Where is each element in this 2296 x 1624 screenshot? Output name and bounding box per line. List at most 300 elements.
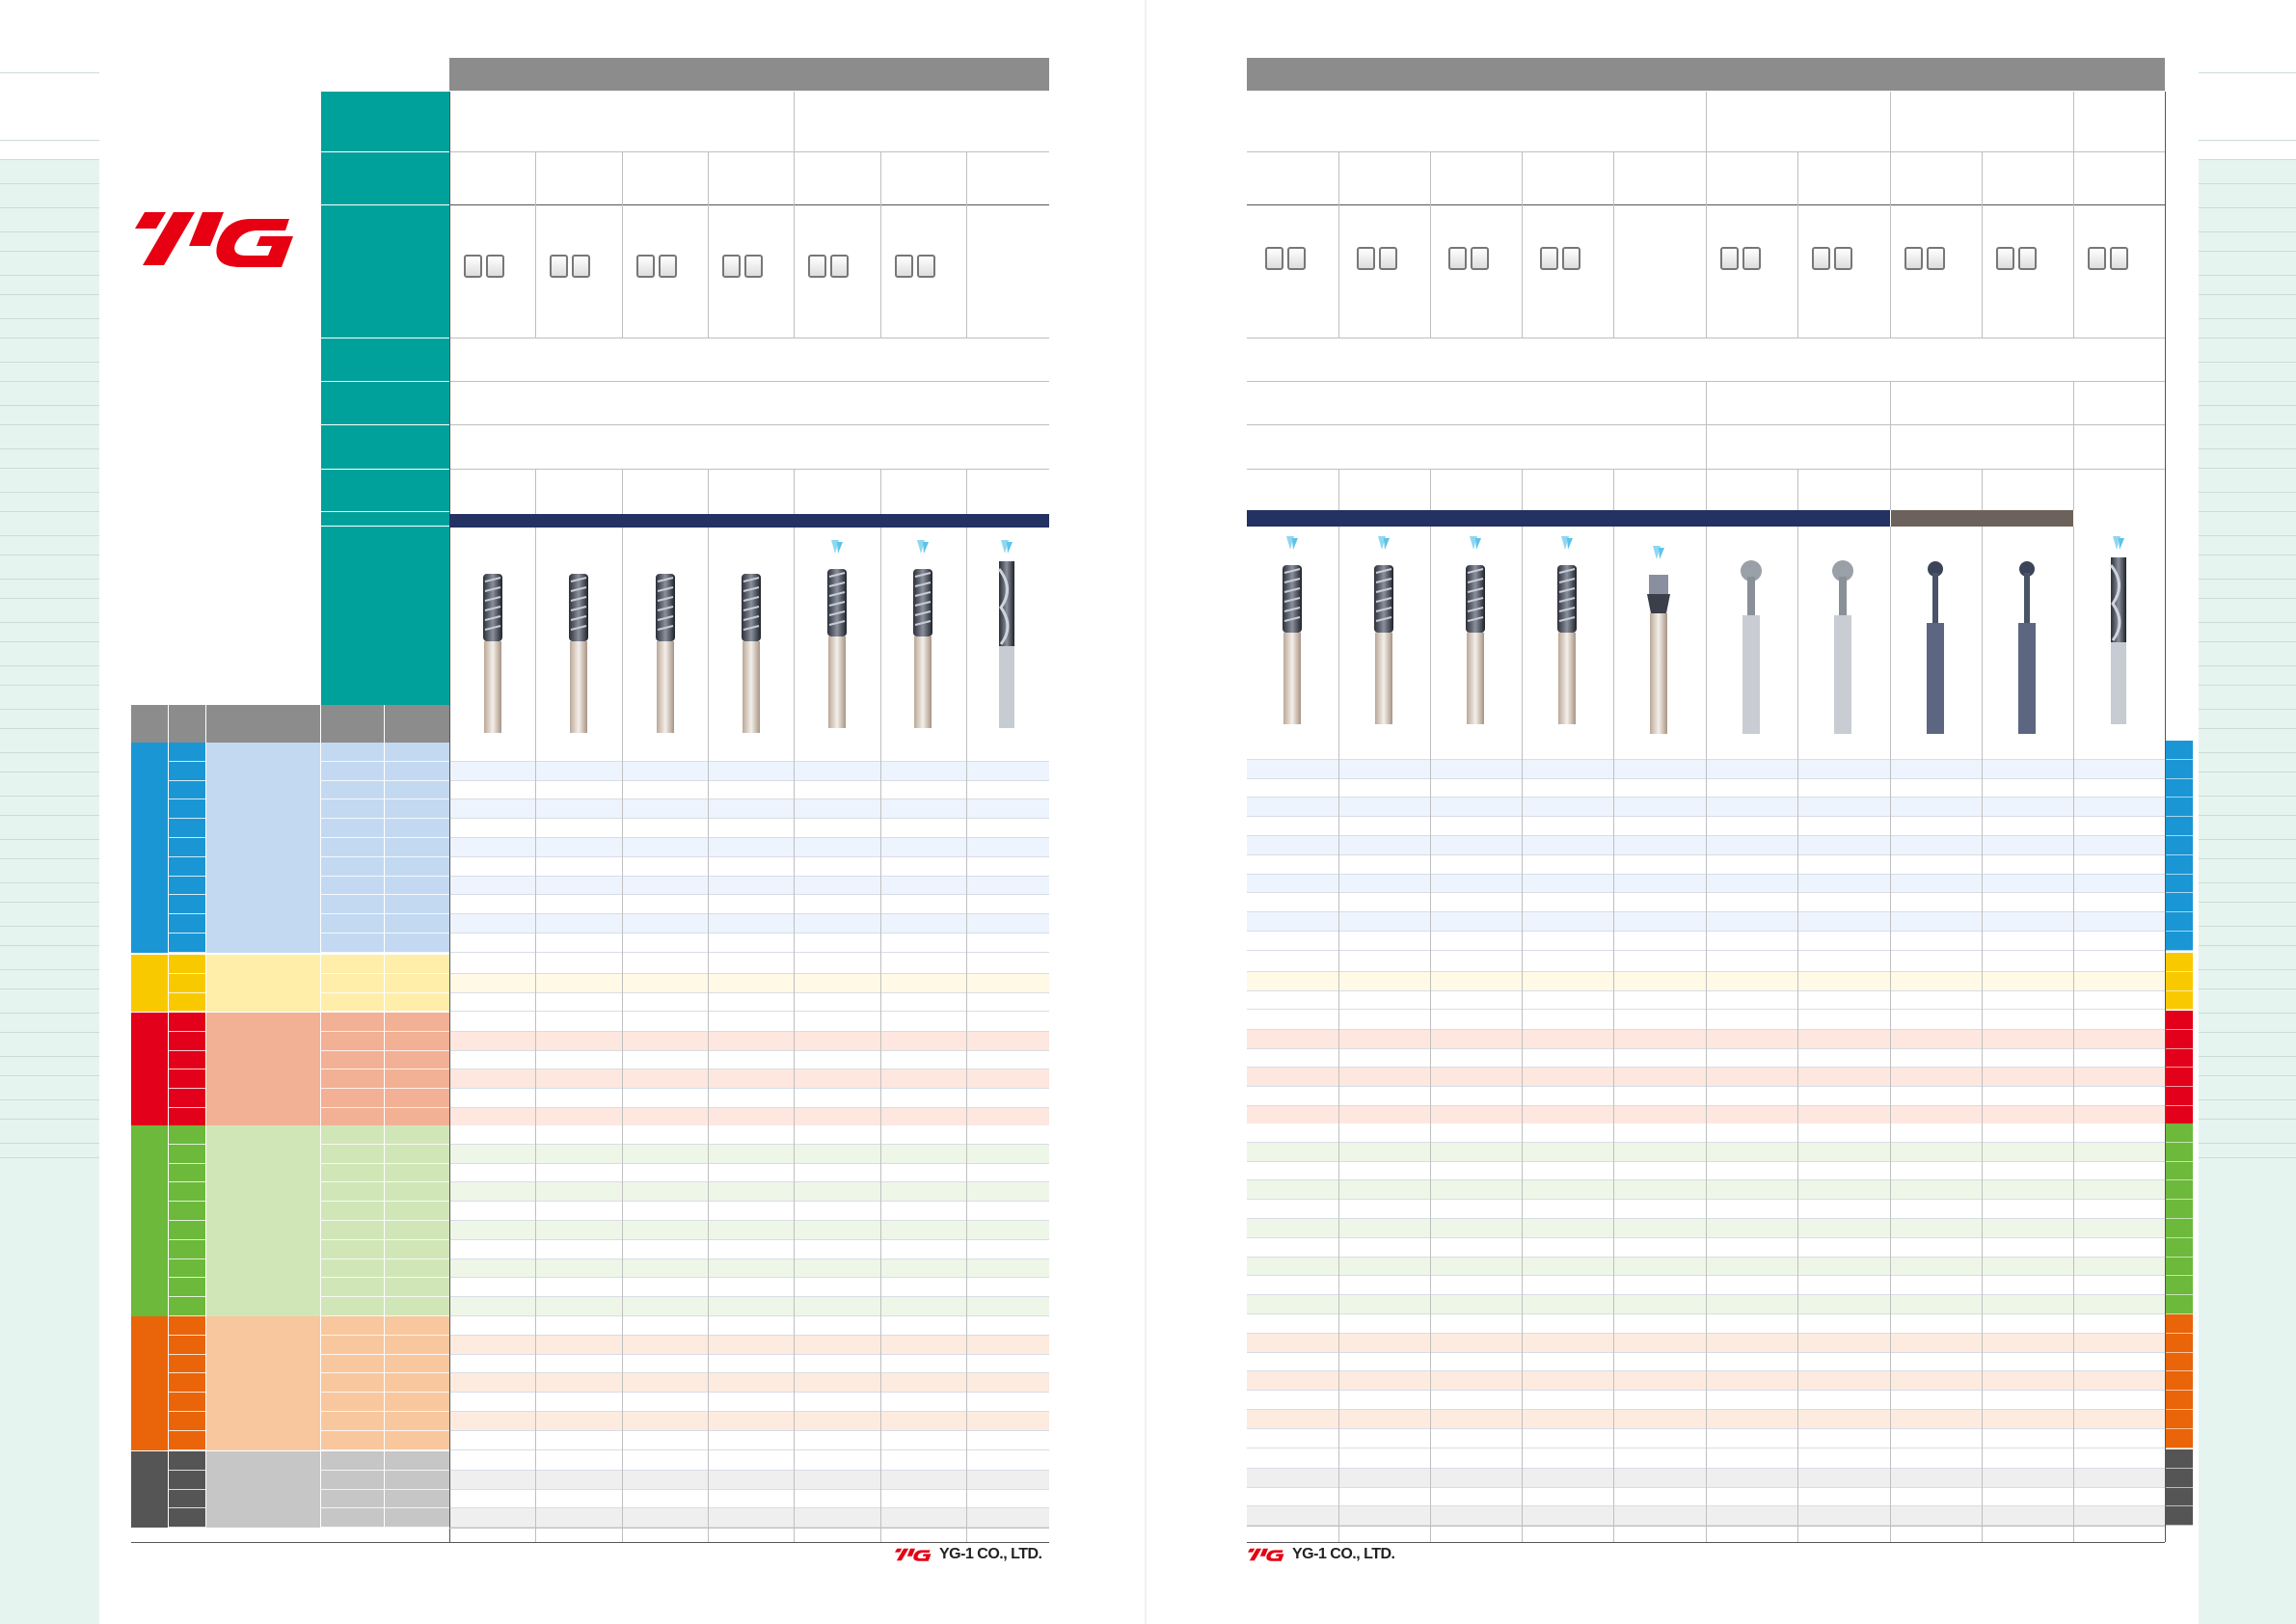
margin-rule bbox=[0, 207, 99, 208]
table-row bbox=[450, 1373, 1049, 1393]
thread-profile-icon bbox=[1996, 247, 2014, 270]
row-divider bbox=[321, 1411, 449, 1412]
margin-rule bbox=[2199, 796, 2296, 797]
left-header-col-line bbox=[708, 151, 709, 338]
left-header-row-line bbox=[449, 469, 1049, 470]
iso-p-no-cell bbox=[169, 743, 205, 953]
row-divider bbox=[169, 1201, 205, 1202]
margin-rule bbox=[0, 362, 99, 363]
margin-rule bbox=[0, 183, 99, 184]
label-row-divider bbox=[321, 469, 449, 470]
row-divider bbox=[2166, 1048, 2193, 1049]
margin-rule bbox=[0, 381, 99, 382]
label-row-divider bbox=[321, 204, 449, 205]
margin-rule bbox=[2199, 183, 2296, 184]
thread-type-icons bbox=[2088, 247, 2128, 270]
row-divider bbox=[321, 1392, 449, 1393]
row-divider bbox=[321, 1201, 449, 1202]
thread-mill-image bbox=[732, 545, 770, 738]
margin-rule bbox=[0, 1143, 99, 1144]
thread-mill-coolant-image bbox=[1548, 536, 1586, 729]
right-header-col-line bbox=[1430, 151, 1431, 338]
row-divider bbox=[2166, 1218, 2193, 1219]
right-header-col-line bbox=[1338, 151, 1339, 338]
margin-rule bbox=[2199, 945, 2296, 946]
margin-rule bbox=[0, 275, 99, 276]
row-divider bbox=[2166, 1029, 2193, 1030]
right-header-col-line bbox=[2073, 381, 2074, 469]
table-row bbox=[450, 1182, 1049, 1202]
row-divider bbox=[2166, 990, 2193, 991]
margin-rule bbox=[2199, 72, 2296, 73]
drill-thread-mill-image bbox=[987, 540, 1026, 733]
row-divider bbox=[169, 1277, 205, 1278]
band-divider bbox=[206, 953, 449, 954]
row-divider bbox=[169, 1372, 205, 1373]
margin-rule bbox=[0, 945, 99, 946]
row-divider bbox=[321, 1239, 449, 1240]
table-row bbox=[450, 1412, 1049, 1431]
thread-profile-icon bbox=[550, 255, 568, 278]
row-divider bbox=[2166, 971, 2193, 972]
margin-rule bbox=[0, 405, 99, 406]
margin-rule bbox=[2199, 448, 2296, 449]
single-form-image bbox=[1732, 546, 1770, 739]
table-row bbox=[450, 1278, 1049, 1297]
thread-type-icons bbox=[895, 255, 935, 278]
margin-rule bbox=[0, 1056, 99, 1057]
row-divider bbox=[169, 1527, 205, 1528]
right-body-col-line bbox=[2073, 741, 2074, 1527]
table-row bbox=[450, 1032, 1049, 1051]
thread-profile-icon bbox=[1265, 247, 1283, 270]
row-divider bbox=[2166, 874, 2193, 875]
left-coating-bar bbox=[449, 514, 1049, 528]
left-header-col-line bbox=[880, 469, 881, 514]
row-divider bbox=[321, 992, 449, 993]
margin-rule bbox=[2199, 511, 2296, 512]
thread-type-icons bbox=[636, 255, 677, 278]
table-row bbox=[450, 1108, 1049, 1127]
margin-rule bbox=[2199, 1157, 2296, 1158]
iso-h-hardness-cell bbox=[321, 1451, 384, 1528]
margin-rule bbox=[2199, 318, 2296, 319]
iso-h-material-cell bbox=[206, 1451, 320, 1528]
table-row bbox=[450, 877, 1049, 896]
row-divider bbox=[169, 992, 205, 993]
left-header-col-line bbox=[535, 469, 536, 514]
thread-type-icons bbox=[1265, 247, 1306, 270]
margin-rule bbox=[2199, 492, 2296, 493]
row-divider bbox=[321, 876, 449, 877]
left-header-col-line bbox=[880, 151, 881, 338]
left-body-col-line bbox=[794, 743, 795, 1529]
table-row bbox=[450, 762, 1049, 781]
yg-logo-icon bbox=[135, 207, 304, 270]
label-row-divider bbox=[321, 151, 449, 152]
thread-profile-icon bbox=[1720, 247, 1739, 270]
thread-profile-icon bbox=[1904, 247, 1923, 270]
margin-rule bbox=[0, 882, 99, 883]
table-row bbox=[450, 934, 1049, 953]
table-row bbox=[450, 1316, 1049, 1336]
thread-type-icons bbox=[1540, 247, 1580, 270]
left-body-col-line bbox=[966, 743, 967, 1529]
row-divider bbox=[321, 1220, 449, 1221]
iso-n-material-cell bbox=[206, 1125, 320, 1316]
right-footer-text: YG-1 CO., LTD. bbox=[1292, 1546, 1395, 1562]
thread-profile-icon bbox=[1540, 247, 1558, 270]
row-divider bbox=[321, 1430, 449, 1431]
table-row bbox=[450, 1431, 1049, 1450]
table-row bbox=[450, 1393, 1049, 1412]
left-body-col-line bbox=[622, 743, 623, 1529]
thread-mill-coolant-image bbox=[1456, 536, 1495, 729]
table-row bbox=[450, 1240, 1049, 1259]
margin-rule bbox=[2199, 294, 2296, 295]
thread-mill-coolant-image bbox=[818, 540, 856, 733]
left-footer-line bbox=[131, 1542, 1049, 1543]
left-header-row-line bbox=[449, 151, 1049, 152]
table-row bbox=[450, 1202, 1049, 1221]
row-divider bbox=[2166, 1409, 2193, 1410]
row-divider bbox=[169, 973, 205, 974]
margin-rule bbox=[0, 1157, 99, 1158]
iso-h-no-cell bbox=[169, 1451, 205, 1528]
row-divider bbox=[2166, 1352, 2193, 1353]
margin-rule bbox=[0, 815, 99, 816]
thread-profile-icon bbox=[2088, 247, 2106, 270]
row-divider bbox=[321, 1277, 449, 1278]
right-body-col-line bbox=[1706, 741, 1707, 1527]
row-divider bbox=[321, 973, 449, 974]
table-row bbox=[450, 1221, 1049, 1240]
row-divider bbox=[169, 1031, 205, 1032]
iso-n-right-tab bbox=[2166, 1123, 2193, 1314]
table-row bbox=[450, 1125, 1049, 1145]
right-header-col-line bbox=[1430, 469, 1431, 510]
margin-rule bbox=[2199, 1056, 2296, 1057]
brand-logo bbox=[135, 207, 304, 270]
right-header-col-line bbox=[1982, 469, 1983, 510]
thread-profile-icon bbox=[486, 255, 504, 278]
thread-profile-icon bbox=[1927, 247, 1945, 270]
thread-mill-image bbox=[646, 545, 685, 738]
table-row bbox=[450, 1490, 1049, 1509]
margin-rule bbox=[0, 1075, 99, 1076]
thread-profile-icon bbox=[572, 255, 590, 278]
row-divider bbox=[169, 761, 205, 762]
iso-p-hardness-cell bbox=[321, 743, 384, 953]
margin-rule bbox=[2199, 1099, 2296, 1100]
row-divider bbox=[169, 856, 205, 857]
iso-m-hardness-cell bbox=[321, 955, 384, 1012]
margin-rule bbox=[2199, 579, 2296, 580]
row-divider bbox=[321, 1354, 449, 1355]
iso-p-cell bbox=[131, 743, 168, 953]
table-row bbox=[450, 1336, 1049, 1355]
thread-profile-icon bbox=[895, 255, 913, 278]
margin-rule bbox=[0, 1119, 99, 1120]
right-header-col-line bbox=[1982, 151, 1983, 338]
iso-n-hardness-cell bbox=[321, 1125, 384, 1316]
row-divider bbox=[321, 798, 449, 799]
table-row bbox=[450, 1451, 1049, 1471]
margin-rule bbox=[0, 251, 99, 252]
iso-n-cell bbox=[131, 1125, 168, 1316]
table-row bbox=[450, 895, 1049, 914]
margin-rule bbox=[2199, 1032, 2296, 1033]
row-divider bbox=[2166, 1067, 2193, 1068]
margin-rule bbox=[2199, 902, 2296, 903]
row-divider bbox=[169, 1220, 205, 1221]
iso-k-cell bbox=[131, 1013, 168, 1127]
row-divider bbox=[321, 1107, 449, 1108]
left-header-row-line bbox=[449, 381, 1049, 382]
row-divider bbox=[321, 1507, 449, 1508]
right-header-col-line bbox=[1522, 151, 1523, 338]
margin-rule bbox=[2199, 468, 2296, 469]
left-header-col-line bbox=[622, 469, 623, 514]
thread-profile-icon bbox=[1357, 247, 1375, 270]
row-divider bbox=[2166, 1505, 2193, 1506]
margin-rule bbox=[2199, 140, 2296, 141]
iso-m-no-cell bbox=[169, 955, 205, 1012]
margin-rule bbox=[2199, 771, 2296, 772]
row-divider bbox=[2166, 759, 2193, 760]
left-margin bbox=[0, 0, 99, 1624]
row-divider bbox=[321, 1088, 449, 1089]
right-coating-bar-navy bbox=[1247, 510, 1890, 527]
margin-rule bbox=[2199, 424, 2296, 425]
row-divider bbox=[169, 952, 205, 953]
margin-rule bbox=[0, 140, 99, 141]
row-divider bbox=[321, 780, 449, 781]
table-row bbox=[450, 993, 1049, 1013]
mini-single-form-image bbox=[1916, 546, 1955, 739]
row-divider bbox=[321, 818, 449, 819]
row-divider bbox=[321, 1335, 449, 1336]
right-body-col-line bbox=[1613, 741, 1614, 1527]
thread-type-icons bbox=[1448, 247, 1489, 270]
single-form-image bbox=[1823, 546, 1862, 739]
margin-rule bbox=[0, 728, 99, 729]
thread-profile-icon bbox=[1834, 247, 1852, 270]
label-row-divider bbox=[321, 511, 449, 512]
left-footer-brand bbox=[895, 1546, 1041, 1563]
mini-single-form-image bbox=[2008, 546, 2046, 739]
single-profile-image bbox=[1639, 546, 1678, 739]
right-margin bbox=[2199, 0, 2296, 1624]
row-divider bbox=[321, 856, 449, 857]
margin-rule bbox=[0, 318, 99, 319]
margin-rule bbox=[0, 796, 99, 797]
margin-rule bbox=[2199, 709, 2296, 710]
row-divider bbox=[321, 1163, 449, 1164]
row-divider bbox=[169, 1088, 205, 1089]
thread-profile-icon bbox=[2110, 247, 2128, 270]
row-divider bbox=[169, 913, 205, 914]
left-header-col-line bbox=[794, 151, 795, 338]
left-body-col-line bbox=[535, 743, 536, 1529]
label-row-divider bbox=[321, 424, 449, 425]
row-divider bbox=[2166, 1294, 2193, 1295]
margin-rule bbox=[0, 511, 99, 512]
margin-rule bbox=[0, 771, 99, 772]
row-divider bbox=[2166, 1237, 2193, 1238]
right-header-col-line bbox=[2073, 151, 2074, 338]
hardness-header-cell bbox=[321, 705, 384, 743]
band-divider bbox=[206, 1528, 449, 1529]
right-table-bottom bbox=[1247, 1526, 2165, 1527]
margin-rule bbox=[0, 468, 99, 469]
row-divider bbox=[169, 1489, 205, 1490]
thread-mill-coolant-image bbox=[904, 540, 942, 733]
iso-h-right-tab bbox=[2166, 1449, 2193, 1526]
right-body-col-line bbox=[1797, 741, 1798, 1527]
right-coating-bar-brown bbox=[1891, 510, 2073, 527]
row-divider bbox=[2166, 1333, 2193, 1334]
row-divider bbox=[321, 913, 449, 914]
left-header-col-line bbox=[966, 151, 967, 338]
row-divider bbox=[169, 1296, 205, 1297]
row-divider bbox=[321, 894, 449, 895]
margin-rule bbox=[2199, 598, 2296, 599]
right-header-col-line bbox=[1613, 469, 1614, 510]
row-divider bbox=[2166, 931, 2193, 932]
left-header-row-line bbox=[449, 424, 1049, 425]
row-divider bbox=[2166, 1199, 2193, 1200]
iso-m-material-cell bbox=[206, 955, 320, 1012]
row-divider bbox=[321, 1296, 449, 1297]
thread-profile-icon bbox=[1379, 247, 1397, 270]
margin-rule bbox=[2199, 969, 2296, 970]
table-row bbox=[450, 781, 1049, 800]
margin-rule bbox=[2199, 988, 2296, 989]
row-divider bbox=[169, 1335, 205, 1336]
row-divider bbox=[321, 1144, 449, 1145]
margin-rule bbox=[2199, 1075, 2296, 1076]
row-divider bbox=[321, 837, 449, 838]
margin-rule bbox=[0, 665, 99, 666]
margin-rule bbox=[2199, 858, 2296, 859]
margin-rule bbox=[2199, 1143, 2296, 1144]
right-header-col-line bbox=[1613, 151, 1614, 338]
margin-rule bbox=[0, 926, 99, 927]
table-row bbox=[450, 955, 1049, 974]
margin-rule bbox=[2199, 535, 2296, 536]
margin-rule bbox=[0, 858, 99, 859]
left-header-col-line bbox=[622, 151, 623, 338]
row-divider bbox=[2166, 816, 2193, 817]
thread-type-icons bbox=[808, 255, 849, 278]
row-divider bbox=[169, 818, 205, 819]
row-divider bbox=[2166, 1179, 2193, 1180]
thread-type-icons bbox=[1357, 247, 1397, 270]
row-divider bbox=[169, 1392, 205, 1393]
left-header-col-line bbox=[966, 469, 967, 514]
margin-rule bbox=[0, 988, 99, 989]
row-divider bbox=[2166, 1275, 2193, 1276]
margin-rule bbox=[2199, 381, 2296, 382]
row-divider bbox=[2166, 1161, 2193, 1162]
iso-header-cell bbox=[131, 705, 168, 743]
table-row bbox=[450, 838, 1049, 857]
table-row bbox=[450, 1471, 1049, 1490]
margin-rule bbox=[2199, 728, 2296, 729]
row-divider bbox=[2166, 1142, 2193, 1143]
material-header-cell bbox=[206, 705, 320, 743]
iso-h-cell bbox=[131, 1451, 168, 1528]
left-header-col-line bbox=[708, 469, 709, 514]
thread-profile-icon bbox=[464, 255, 482, 278]
margin-rule bbox=[0, 709, 99, 710]
margin-rule bbox=[0, 641, 99, 642]
thread-profile-icon bbox=[917, 255, 935, 278]
row-divider bbox=[2166, 1086, 2193, 1087]
row-divider bbox=[2166, 1468, 2193, 1469]
row-divider bbox=[2166, 1487, 2193, 1488]
iso-p-material-cell bbox=[206, 743, 320, 953]
row-divider bbox=[169, 1107, 205, 1108]
thread-profile-icon bbox=[1287, 247, 1306, 270]
yg-logo-small-icon bbox=[1248, 1547, 1286, 1562]
margin-rule bbox=[0, 1099, 99, 1100]
row-divider bbox=[2166, 911, 2193, 912]
margin-rule bbox=[2199, 685, 2296, 686]
margin-rule bbox=[2199, 275, 2296, 276]
thread-type-icons bbox=[1904, 247, 1945, 270]
margin-rule bbox=[2199, 405, 2296, 406]
row-divider bbox=[169, 837, 205, 838]
row-divider bbox=[169, 1430, 205, 1431]
margin-rule bbox=[2199, 231, 2296, 232]
margin-rule bbox=[0, 231, 99, 232]
table-row bbox=[450, 819, 1049, 838]
margin-rule bbox=[0, 902, 99, 903]
thread-mill-image bbox=[473, 545, 512, 738]
page-fold bbox=[1145, 0, 1147, 1624]
iso-n-no-cell bbox=[169, 1125, 205, 1316]
row-divider bbox=[450, 952, 1049, 953]
thread-type-icons bbox=[464, 255, 504, 278]
margin-rule bbox=[0, 598, 99, 599]
thread-profile-icon bbox=[1562, 247, 1580, 270]
right-header-col-line bbox=[2073, 469, 2074, 510]
iso-h-strength-cell bbox=[385, 1451, 449, 1528]
row-divider bbox=[169, 1411, 205, 1412]
margin-rule bbox=[2199, 1119, 2296, 1120]
table-row bbox=[450, 1145, 1049, 1164]
row-divider bbox=[169, 1181, 205, 1182]
thread-profile-icon bbox=[808, 255, 826, 278]
left-footer-text: YG-1 CO., LTD. bbox=[939, 1546, 1042, 1562]
left-header-col-line bbox=[794, 469, 795, 514]
right-header-col-line bbox=[1797, 151, 1798, 338]
left-body-col-line bbox=[880, 743, 881, 1529]
right-header-col-line bbox=[1522, 469, 1523, 510]
thread-profile-icon bbox=[1471, 247, 1489, 270]
table-row bbox=[450, 1164, 1049, 1183]
left-header-row-line bbox=[449, 204, 1049, 205]
thread-mill-coolant-image bbox=[1273, 536, 1311, 729]
row-divider bbox=[169, 780, 205, 781]
no-header-cell bbox=[169, 705, 205, 743]
margin-rule bbox=[0, 969, 99, 970]
iso-s-cell bbox=[131, 1316, 168, 1450]
iso-m-strength-cell bbox=[385, 955, 449, 1012]
margin-rule bbox=[2199, 882, 2296, 883]
